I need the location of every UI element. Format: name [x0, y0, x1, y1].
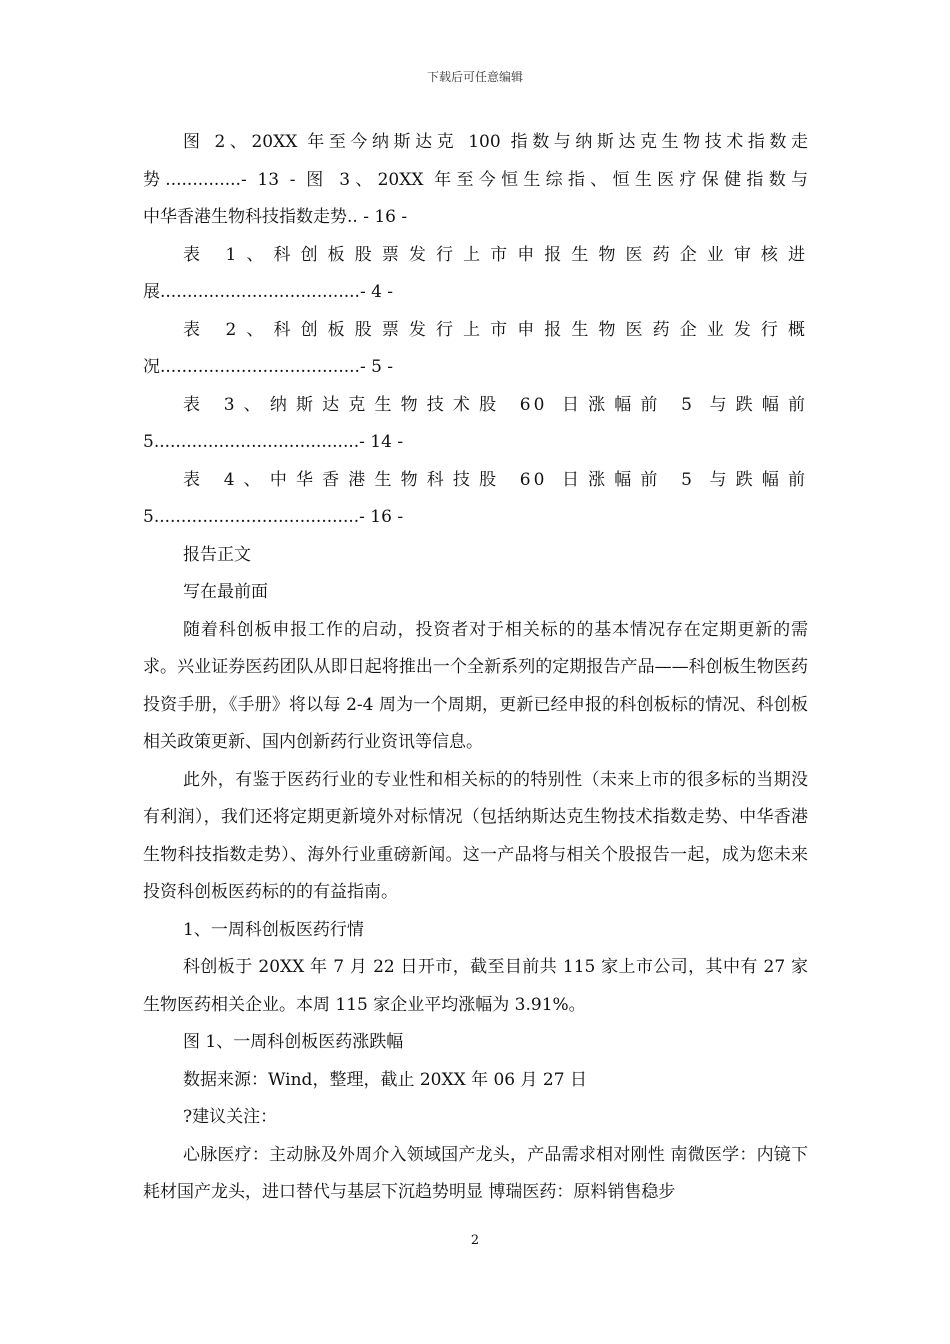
toc-table-1-line-2: 展.....................................- 4 -: [143, 282, 394, 302]
paragraph-overseas: 此外，有鉴于医药行业的专业性和相关标的的特别性（未来上市的很多标的当期没有利润），我们还将定期更新境外对标情况（包括纳斯达克生物技术指数走势、中华香港生物科技指数走势）、海外行业重磅新闻。这一产品将与相关个股报告一起，成为您未来投资科创板医药标的的有益指南。: [143, 769, 808, 902]
toc-figure-2-line-1: 图 2、20XX 年至今纳斯达克 100 指数与纳斯达克生物技术指数走: [183, 132, 808, 152]
page-header: 下载后可任意编辑: [426, 70, 523, 84]
toc-table-4-line-1: 表 4、中华香港生物科技股 60 日涨幅前 5 与跌幅前: [183, 469, 808, 490]
report-body-heading: 报告正文: [183, 544, 251, 565]
toc-table-1-line-1: 表 1、科创板股票发行上市申报生物医药企业审核进: [183, 244, 808, 265]
suggestion-heading: ?建议关注：: [183, 1107, 278, 1127]
paragraph-intro: 随着科创板申报工作的启动，投资者对于相关标的的基本情况存在定期更新的需求。兴业证券医药团队从即日起将推出一个全新系列的定期报告产品——科创板生物医药投资手册，《手册》将以每 2-4 周为一个周期，更新已经申报的科创板标的情况、科创板相关政策更新、国内创新药行业资讯等信息。: [143, 619, 808, 752]
preface-heading: 写在最前面: [183, 582, 268, 602]
page-number: 2: [470, 1233, 480, 1248]
toc-table-2-line-2: 况.....................................- 5 -: [143, 357, 394, 377]
toc-table-3-line-1: 表 3、纳斯达克生物技术股 60 日涨幅前 5 与跌幅前: [183, 394, 808, 415]
figure-1-caption: 图 1、一周科创板医药涨跌幅: [183, 1032, 404, 1052]
toc-figure-2-line-2: 势..............- 13 - 图 3、20XX 年至今恒生综指、恒生医疗保健指数与: [143, 169, 808, 190]
toc-table-2-line-1: 表 2、科创板股票发行上市申报生物医药企业发行概: [183, 319, 808, 340]
paragraph-recommendations: 心脉医疗：主动脉及外周介入领域国产龙头，产品需求相对刚性 南微医学：内镜下耗材国产龙头，进口替代与基层下沉趋势明显 博瑞医药：原料销售稳步: [143, 1144, 808, 1202]
toc-table-3-line-2: 5......................................- 14 -: [143, 432, 404, 452]
section-1-heading: 1、一周科创板医药行情: [183, 919, 364, 940]
toc-figure-3-line: 中华香港生物科技指数走势.. - 16 -: [143, 207, 408, 227]
toc-table-4-line-2: 5......................................- 16 -: [143, 507, 404, 527]
data-source-note: 数据来源：Wind，整理，截止 20XX 年 06 月 27 日: [183, 1069, 587, 1090]
document-body: [143, 124, 808, 1212]
paragraph-market: 科创板于 20XX 年 7 月 22 日开市，截至目前共 115 家上市公司，其中有 27 家生物医药相关企业。本周 115 家企业平均涨幅为 3.91%。: [143, 957, 808, 1015]
